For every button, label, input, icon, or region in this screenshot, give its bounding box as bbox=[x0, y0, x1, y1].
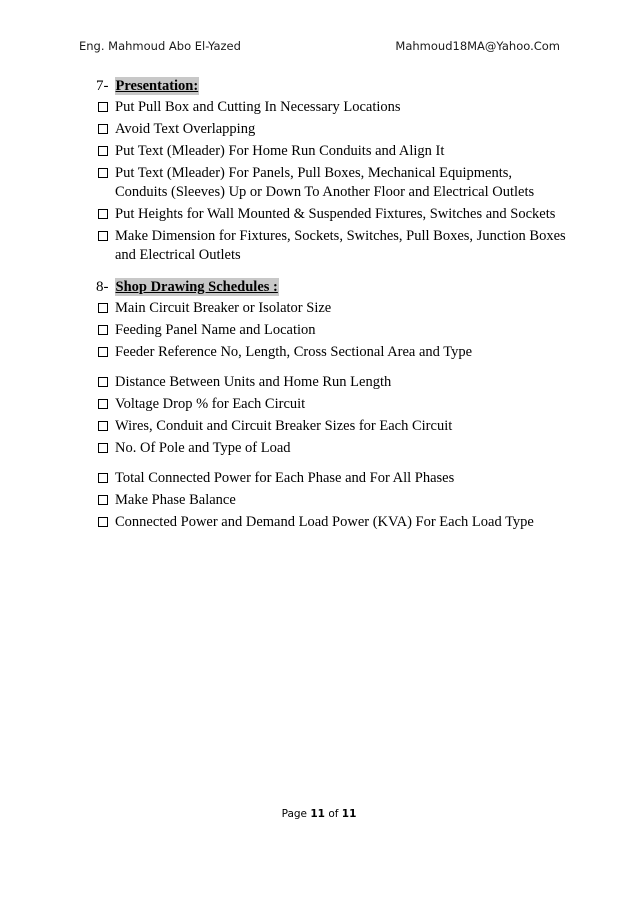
checklist-item bbox=[96, 205, 566, 224]
checklist-item bbox=[96, 513, 566, 532]
checklist-item bbox=[96, 417, 566, 436]
checkbox-icon bbox=[98, 146, 108, 156]
section-number: 7- bbox=[96, 78, 109, 94]
checklist-item-text: Avoid Text Overlapping bbox=[115, 121, 256, 137]
page-header bbox=[79, 39, 560, 53]
checkbox-icon bbox=[98, 231, 108, 241]
checklist-item-text: Feeding Panel Name and Location bbox=[115, 322, 316, 338]
checklist-item-text: No. Of Pole and Type of Load bbox=[115, 440, 291, 456]
checklist-item-text: Total Connected Power for Each Phase and For All Phases bbox=[115, 470, 455, 486]
checkbox-icon bbox=[98, 399, 108, 409]
checkbox-icon bbox=[98, 124, 108, 134]
checklist-item-text: Voltage Drop % for Each Circuit bbox=[115, 396, 306, 412]
checklist-item bbox=[96, 373, 566, 392]
checkbox-icon bbox=[98, 443, 108, 453]
total-pages-number: 11 bbox=[341, 808, 357, 820]
author-email: Mahmoud18MA@Yahoo.Com bbox=[395, 39, 560, 53]
checklist-item bbox=[96, 469, 566, 488]
checklist-item bbox=[96, 98, 566, 117]
checkbox-icon bbox=[98, 495, 108, 505]
checkbox-icon bbox=[98, 421, 108, 431]
checklist-item-text: Connected Power and Demand Load Power (KVA) For Each Load Type bbox=[115, 514, 534, 530]
section-title-shop-drawing-schedules bbox=[96, 278, 566, 296]
author-name: Eng. Mahmoud Abo El-Yazed bbox=[79, 39, 241, 53]
checklist-item bbox=[96, 343, 566, 362]
checkbox-icon bbox=[98, 377, 108, 387]
checklist-item-text: Main Circuit Breaker or Isolator Size bbox=[115, 300, 332, 316]
page-label: Page bbox=[281, 808, 307, 820]
section-number: 8- bbox=[96, 279, 109, 295]
section-heading: Shop Drawing Schedules : bbox=[115, 279, 278, 295]
page-footer bbox=[0, 808, 638, 820]
checklist-item bbox=[96, 120, 566, 139]
checklist-item-text: Put Pull Box and Cutting In Necessary Locations bbox=[115, 99, 401, 115]
checklist-item bbox=[96, 491, 566, 510]
checklist-item-text: Wires, Conduit and Circuit Breaker Sizes for Each Circuit bbox=[115, 418, 453, 434]
checkbox-icon bbox=[98, 303, 108, 313]
current-page-number: 11 bbox=[310, 808, 325, 820]
checklist-item-text: Put Text (Mleader) For Home Run Conduits and Align It bbox=[115, 143, 445, 159]
checkbox-icon bbox=[98, 347, 108, 357]
checkbox-icon bbox=[98, 209, 108, 219]
checkbox-icon bbox=[98, 325, 108, 335]
checklist-item bbox=[96, 321, 566, 340]
checkbox-icon bbox=[98, 517, 108, 527]
checkbox-icon bbox=[98, 473, 108, 483]
checkbox-icon bbox=[98, 102, 108, 112]
section-title-presentation bbox=[96, 77, 566, 95]
checklist-item-text: Put Heights for Wall Mounted & Suspended Fixtures, Switches and Sockets bbox=[115, 206, 556, 222]
checklist-item-text: Distance Between Units and Home Run Length bbox=[115, 374, 392, 390]
checklist-item-text: Make Phase Balance bbox=[115, 492, 236, 508]
checkbox-icon bbox=[98, 168, 108, 178]
checklist-item-text: Feeder Reference No, Length, Cross Sectional Area and Type bbox=[115, 344, 473, 360]
checklist-item bbox=[96, 227, 566, 265]
checklist-item bbox=[96, 142, 566, 161]
section-heading: Presentation: bbox=[115, 78, 199, 94]
of-label: of bbox=[328, 808, 339, 820]
checklist-item bbox=[96, 439, 566, 458]
checklist-item-text: Make Dimension for Fixtures, Sockets, Switches, Pull Boxes, Junction Boxes and Electrical Outlets bbox=[115, 228, 566, 263]
checklist-item bbox=[96, 164, 566, 202]
checklist-item bbox=[96, 299, 566, 318]
checklist-item bbox=[96, 395, 566, 414]
document-body bbox=[96, 77, 566, 535]
checklist-item-text: Put Text (Mleader) For Panels, Pull Boxes, Mechanical Equipments, Conduits (Sleeves) Up or Down To Another Floor and Electrical Outlets bbox=[115, 165, 535, 200]
